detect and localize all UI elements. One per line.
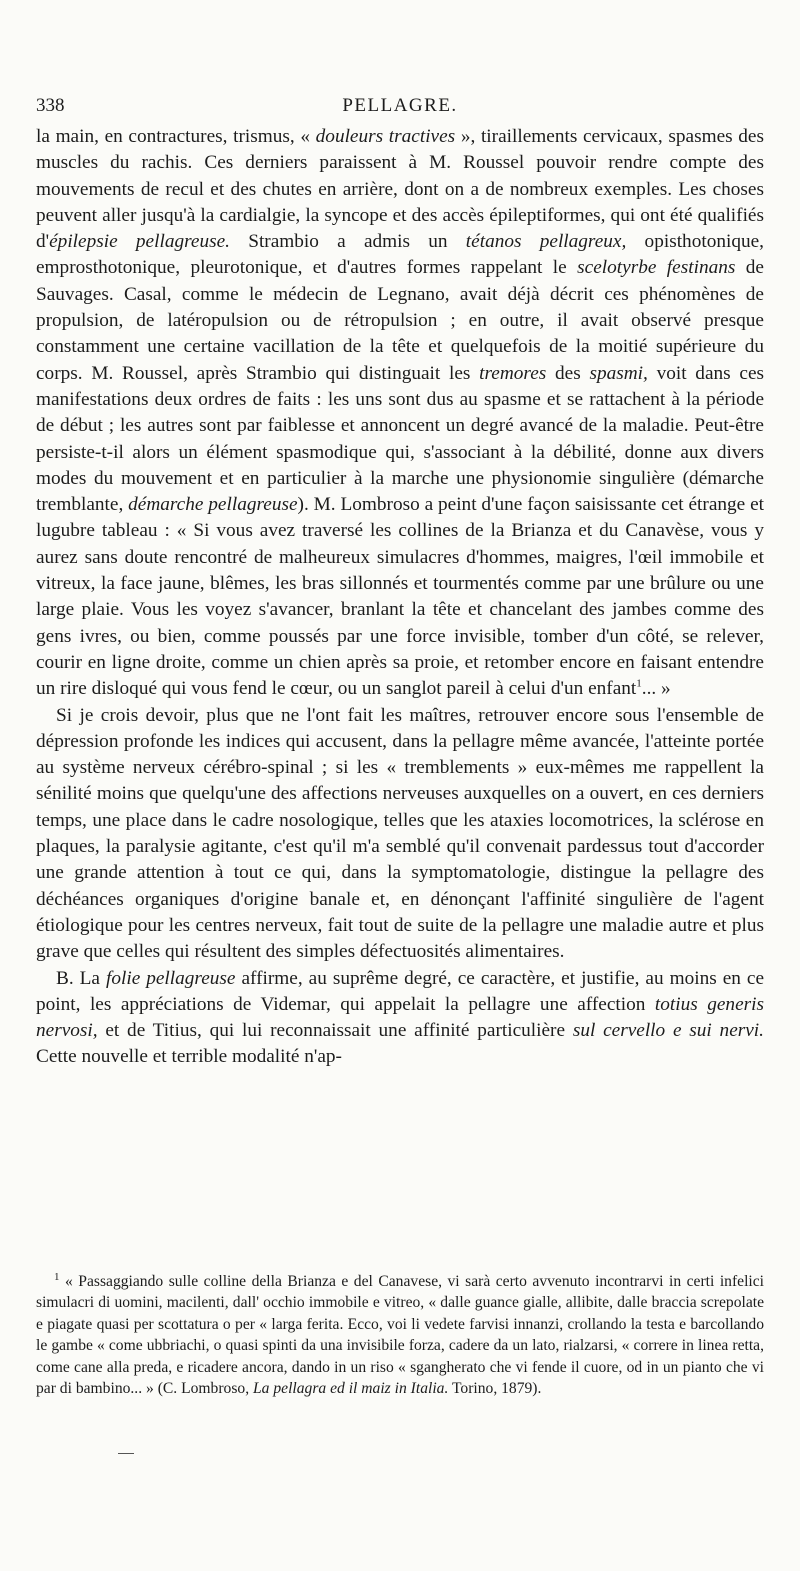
text-span: « Passaggiando sulle colline della Brianza e del Canavese, vi sarà certo avvenuto incontrarvi in certi infelici simulacri di uomini, macilenti, dall' occhio immobile e vitreo, « dalle guance gialle, allibite, dalle braccia screpolate e piagate quasi per scottatura o per « larga ferita. Ecco, voi li vedete farvisi innanzi, crollando la testa e barcollando le gambe « come ubbriachi, o quasi spinti da una invisibile forza, cadere da un lato, rialzarsi, « correre in linea retta, come cane alla preda, e ricadere ancora, dando in un riso « sgangherato che vi fende il cuore, od in un pianto che vi par di bambino... » (C. Lombroso, (36, 1273, 764, 1398)
italic-span: La pellagra ed il maiz in Italia. (253, 1380, 449, 1398)
text-span: Cette nouvelle et terrible modalité n'ap- (36, 1046, 342, 1068)
text-span: des (546, 362, 590, 384)
text-span: opisthotonique, emprosthotonique, pleurotonique, et d'autres formes rappelant le (36, 231, 764, 279)
page-number: 338 (36, 95, 65, 116)
italic-span: douleurs tractives (315, 126, 456, 147)
footnotes (36, 1271, 764, 1399)
paragraph (36, 703, 764, 966)
text-span: B. La (56, 967, 106, 989)
italic-span: scelotyrbe festinans (577, 257, 736, 279)
text-span: ). M. Lombroso a peint d'une façon saisissante cet étrange et lugubre tableau : « Si vous avez traversé les collines de la Brianza et du Canavèse, vous y aurez sans doute rencontré de malheureux simulacres d'hommes, maigres, l'œil immobile et vitreux, la face jaune, blêmes, les bras sillonnés et tourmentés comme par une brûlure ou une large plaie. Vous les voyez s'avancer, branlant la tête et chancelant des jambes comme des gens ivres, ou bien, comme poussés par une force invisible, tomber d'un côté, se relever, courir en ligne droite, comme un chien après sa proie, et retomber encore en faisant entendre un rire disloqué qui vous fend le cœur, ou un sanglot pareil à celui d'un enfant (36, 494, 764, 700)
end-mark (118, 1453, 134, 1454)
text-span: Torino, 1879). (448, 1380, 542, 1398)
page-header (36, 95, 764, 125)
italic-span: spasmi, (589, 362, 648, 384)
paragraph (36, 124, 764, 703)
italic-span: totius generis nervosi, (36, 993, 764, 1042)
italic-span: tremores (479, 362, 547, 384)
running-title: PELLAGRE. (342, 95, 458, 116)
text-span: et de Titius, qui lui reconnaissait une affinité particulière (97, 1020, 573, 1042)
paragraph (36, 966, 764, 1071)
italic-span: folie pellagreuse (105, 967, 236, 989)
italic-span: sul cervello e sui nervi. (572, 1020, 764, 1042)
italic-span: tétanos pellagreux, (465, 231, 627, 253)
footnote (36, 1271, 764, 1399)
text-span: la main, en contractures, trismus, « (36, 126, 316, 147)
footnote-ref: 1 (636, 677, 642, 690)
text-span: de Sauvages. Casal, comme le médecin de Legnano, avait déjà décrit ces phénomènes de propulsion, de latéropulsion ou de rétropulsion ; en outre, il avait observé presque constamment une certaine vacillation de la tête et quelquefois de la moitié supérieure du corps. M. Roussel, après Strambio qui distinguait les (36, 257, 764, 384)
body-text (36, 124, 764, 1071)
italic-span: démarche pellagreuse (128, 494, 298, 516)
text-span: ... » (641, 678, 671, 700)
text-span: Strambio a admis un (229, 231, 466, 253)
text-span: Si je crois devoir, plus que ne l'ont fait les maîtres, retrouver encore sous l'ensemble de dépression profonde les indices qui accusent, dans la pellagre même avancée, l'atteinte portée au système nerveux cérébro-spinal ; si les « tremblements » eux-mêmes me rappellent la sénilité moins que quelqu'une des affections nerveuses auxquelles on a ouvert, en ces derniers temps, une place dans le cadre nosologique, telles que les ataxies locomotrices, la sclérose en plaques, la paralysie agitante, c'est qu'il m'a semblé qu'il convenait pardessus tout d'accorder une grande attention à tout ce qui, dans la symptomatologie, distingue la pellagre des déchéances organiques d'origine banale et, en dénonçant l'affinité singulière de l'agent étiologique pour les centres nerveux, fait tout de suite de la pellagre une maladie autre et plus grave que celles qui résultent des simples défectuosités alimentaires. (36, 704, 764, 963)
text-span: affirme, au suprême degré, ce caractère, et justifie, au moins en ce point, les appréciations de Videmar, qui appelait la pellagre une affection (36, 967, 764, 1015)
italic-span: épilepsie pellagreuse. (49, 231, 230, 253)
text-span: voit dans ces manifestations deux ordres de faits : les uns sont dus au spasme et se rattachent à la période de début ; les autres sont par faiblesse et annoncent un degré avancé de la maladie. Peut-être persiste-t-il alors un élément spasmodique qui, s'associant à la débilité, donne aux divers modes du mouvement et en particulier à la marche une physionomie singulière (démarche tremblante, (36, 362, 765, 516)
text-span: », tiraillements cervicaux, spasmes des muscles du rachis. Ces derniers paraissent à M. Roussel pouvoir rendre compte des mouvements de recul et des chutes en arrière, dont on a de nombreux exemples. Les choses peuvent aller jusqu'à la cardialgie, la syncope et des accès épileptiformes, qui ont été qualifiés d' (36, 126, 764, 253)
footnote-ref: 1 (54, 1270, 60, 1283)
